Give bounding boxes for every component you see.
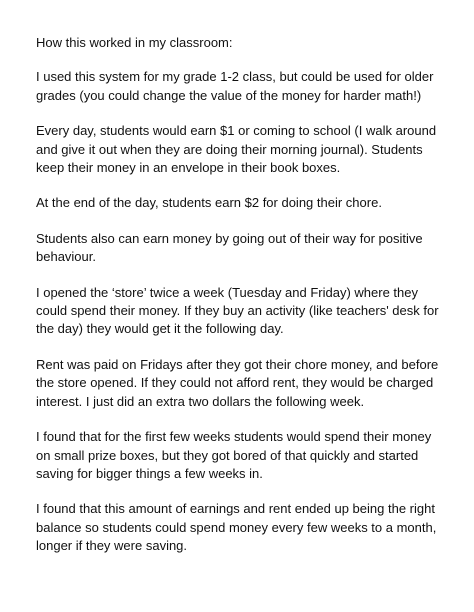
- paragraph-balance: I found that this amount of earnings and rent ended up being the right balance so students could spend money every few weeks to a month, longer if they were saving.: [36, 501, 437, 554]
- document-body: [36, 34, 448, 573]
- paragraph-daily-earnings: Every day, students would earn $1 or coming to school (I walk around and give it out when they are doing their morning journal). Students keep their money in an envelope in their book boxes.: [36, 123, 437, 176]
- document-heading: How this worked in my classroom:: [36, 35, 233, 50]
- paragraph-positive-behaviour: Students also can earn money by going out of their way for positive behaviour.: [36, 230, 423, 265]
- paragraph-first-weeks: I found that for the first few weeks students would spend their money on small prize boxes, but they got bored of that quickly and started saving for bigger things a few weeks in.: [36, 429, 432, 481]
- paragraph-grade-level: I used this system for my grade 1-2 class, but could be used for older grades (you could change the value of the money for harder math!): [36, 69, 434, 103]
- paragraph-rent: Rent was paid on Fridays after they got their chore money, and before the store opened. If they could not afford rent, they would be charged interest. I just did an extra two dollars the following week.: [36, 356, 439, 409]
- paragraph-chore-earnings: At the end of the day, students earn $2 for doing their chore.: [36, 195, 382, 211]
- paragraph-store: I opened the ‘store’ twice a week (Tuesday and Friday) where they could spend their money. If they buy an activity (like teachers' desk for the day) they would get it the following day.: [36, 284, 439, 337]
